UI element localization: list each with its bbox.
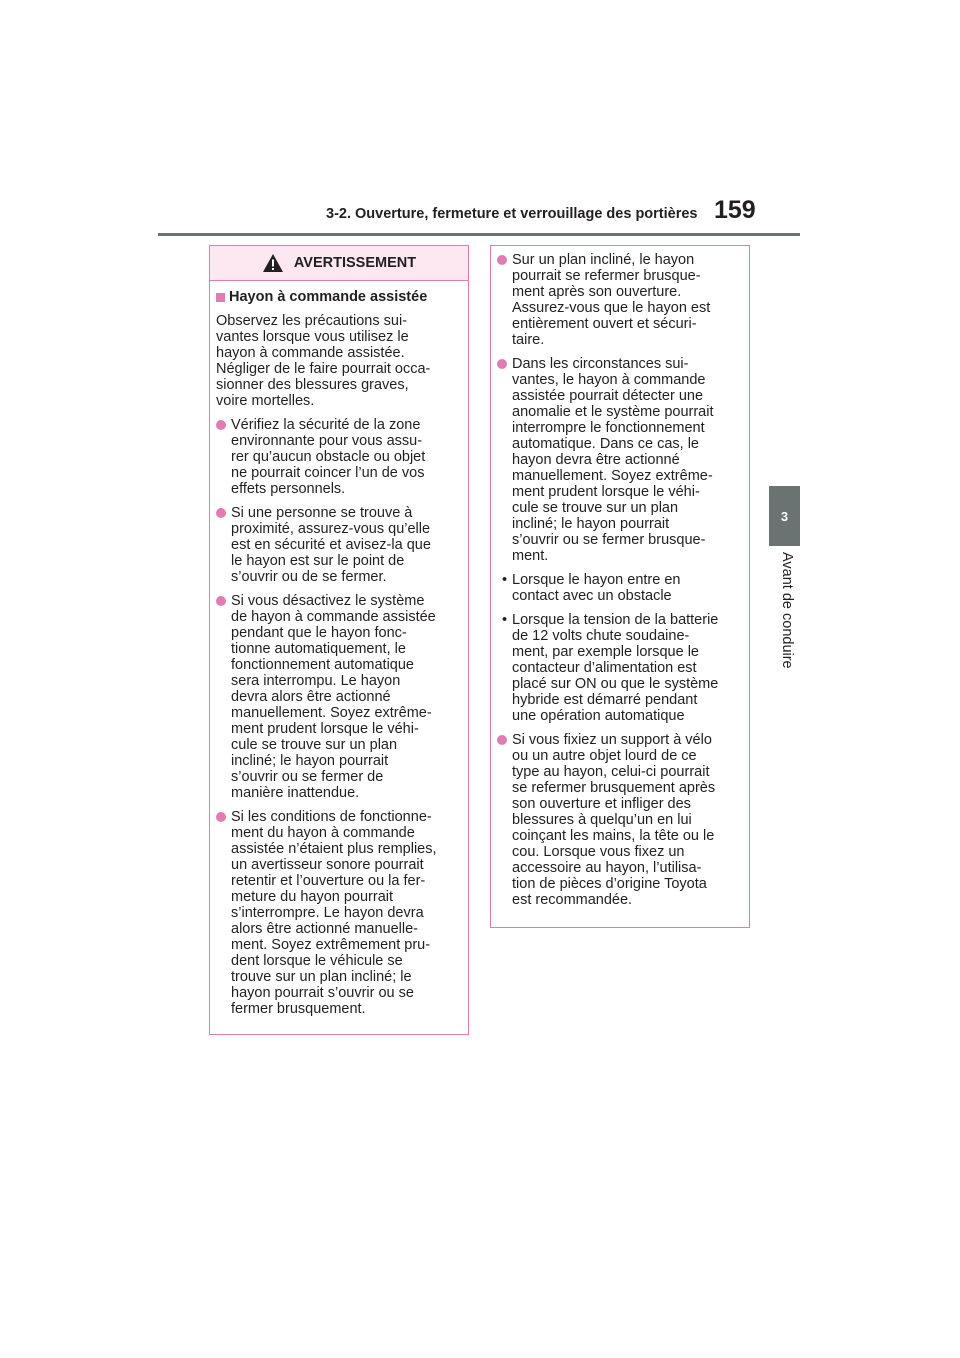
bullet-dot-icon — [216, 596, 226, 606]
list-item: Si une personne se trouve à proximité, assurez-vous qu’elle est en sécurité et avisez-la que le hayon est sur le point de s’ouvrir ou de se fermer. — [216, 505, 462, 585]
bullet-dot-icon — [216, 420, 226, 430]
bullet-dot-icon — [497, 359, 507, 369]
warning-heading: AVERTISSEMENT — [293, 255, 417, 271]
list-item: Sur un plan incliné, le hayon pourrait se refermer brusque- ment après son ouverture. Assurez-vous que le hayon est entièrement ouvert et sécuri- taire. — [497, 252, 743, 348]
page-number: 159 — [714, 196, 756, 224]
sub-list-item: • Lorsque le hayon entre en contact avec un obstacle — [497, 572, 743, 604]
list-item: Si vous fixiez un support à vélo ou un autre objet lourd de ce type au hayon, celui-ci pourrait se refermer brusquement après son ouverture et infliger des blessures à quelqu’un en lui coinçant les mains, la tête ou le cou. Lorsque vous fixez un accessoire au hayon, l’utilisa- tion de pièces d’origine Toyota est recommandée. — [497, 732, 743, 908]
header-rule — [158, 233, 800, 236]
warning-content-right — [491, 246, 749, 908]
list-item: Vérifiez la sécurité de la zone environnante pour vous assu- rer qu’aucun obstacle ou objet ne pourrait coincer l’un de vos effets personnels. — [216, 417, 462, 497]
warning-section-title: Hayon à commande assistée — [216, 289, 462, 305]
warning-box-right — [490, 245, 750, 928]
bullet-dot-icon — [497, 255, 507, 265]
chapter-number: 3 — [780, 508, 789, 524]
bullet-dot-icon — [216, 812, 226, 822]
chapter-label: Avant de conduire — [779, 552, 795, 669]
page-header — [158, 196, 800, 236]
warning-box-left — [209, 245, 469, 1035]
warning-triangle-icon — [262, 253, 284, 273]
square-bullet-icon — [216, 293, 225, 302]
warning-header — [210, 246, 468, 281]
section-title: 3-2. Ouverture, fermeture et verrouillage des portières — [326, 206, 698, 222]
sub-bullet-icon: • — [501, 612, 508, 628]
sub-list-item: • Lorsque la tension de la batterie de 12 volts chute soudaine- ment, par exemple lorsque le contacteur d’alimentation est placé sur ON ou que le système hybride est démarré pendant une opération automatique — [497, 612, 743, 724]
list-item: Dans les circonstances sui- vantes, le hayon à commande assistée pourrait détecter une anomalie et le système pourrait interrompre le fonctionnement automatique. Dans ce cas, le hayon devra être actionné manuellement. Soyez extrême- ment prudent lorsque le véhi- cule se trouve sur un plan incliné; le hayon pourrait s’ouvrir ou se fermer brusque- ment. — [497, 356, 743, 564]
bullet-dot-icon — [216, 508, 226, 518]
warning-content-left — [210, 289, 468, 1017]
chapter-tab — [769, 486, 800, 546]
list-item: Si les conditions de fonctionne- ment du hayon à commande assistée n’étaient plus remplies, un avertisseur sonore pourrait retentir et l’ouverture ou la fer- meture du hayon pourrait s’interrompre. Le hayon devra alors être actionné manuelle- ment. Soyez extrêmement pru- dent lorsque le véhicule se trouve sur un plan incliné; le hayon pourrait s’ouvrir ou se fermer brusquement. — [216, 809, 462, 1017]
sub-bullet-icon: • — [501, 572, 508, 588]
warning-intro: Observez les précautions sui- vantes lorsque vous utilisez le hayon à commande assistée. Négliger de le faire pourrait occa- sionner des blessures graves, voire mortelles. — [216, 313, 431, 409]
bullet-dot-icon — [497, 735, 507, 745]
list-item: Si vous désactivez le système de hayon à commande assistée pendant que le hayon fonc- tionne automatiquement, le fonctionnement automatique sera interrompu. Le hayon devra alors être actionné manuellement. Soyez extrême- ment prudent lorsque le véhi- cule se trouve sur un plan incliné; le hayon pourrait s’ouvrir ou se fermer de manière inattendue. — [216, 593, 462, 801]
